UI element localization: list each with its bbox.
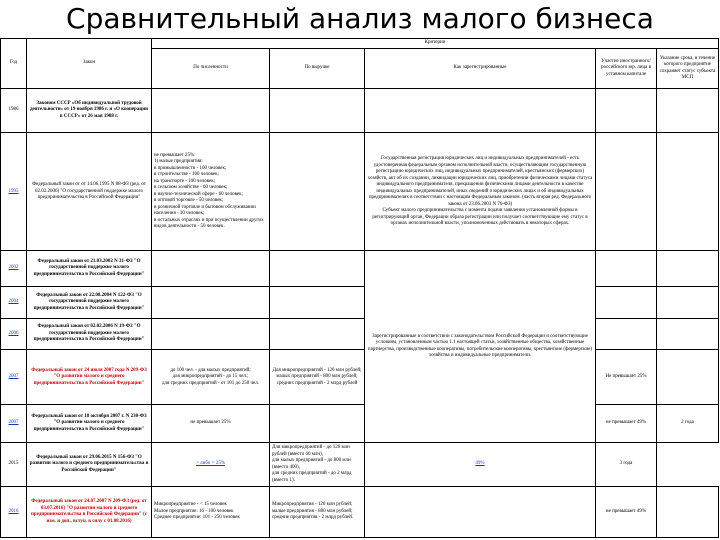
status-period-cell <box>657 133 719 251</box>
law-cell: Федеральный закон от 18 октября 2007 г. N 230-ФЗ "О развитии малого и среднего предпринимательства в Российской Федерации" <box>27 405 152 443</box>
revenue-cell <box>270 89 365 133</box>
law-cell: Федеральный закон от 22.08.2004 N 122-ФЗ "О государственной поддержке малого предпринимательства в Российской Федерации" <box>27 287 152 319</box>
status-period-header: Указание срока, в течение которого предприятие сохраняет статус субъекта МСП <box>657 49 719 89</box>
revenue-cell <box>270 133 365 251</box>
registration-cell <box>365 487 596 538</box>
participation-cell: Не превышает 25% <box>596 350 657 405</box>
registration-cell: Государственная регистрация юридических лиц и индивидуальных предпринимателей - есть удостоверенная федеральным органом исполнительной власти, осуществляющим государственную регистрацию юридических лиц, индивидуальных предпринимателей, крестьянских (фермерских) хозяйств, акт об их создании, ликвидации юридических лиц, приобретении физическими лицами статуса индивидуального предпринимателя, прекращении физическими лицами деятельности в качестве индивидуальных предпринимателей, иных сведений о юридических лицах и об индивидуальных предпринимателях в соответствии с настоящим Федеральным законом. (часть вторая ред. Федерального закона от 23.06.2003 N 76-ФЗ) Субъект малого предпринимательства с момента подачи заявления установленной формы в регистрирующий орган, Федерации образа регистрации или получает соответствующие ему статус в органах исполнительной власти, уполномоченных действовать в некоторых сферах. <box>365 133 596 251</box>
law-cell: Федеральный закон от 24 июля 2007 года N 209-ФЗ "О развитии малого и среднего предпринимательства в Российской Федерации" <box>27 350 152 405</box>
participation-cell[interactable]: 49% <box>365 443 596 487</box>
table-row <box>1 133 719 251</box>
employees-cell <box>152 251 270 287</box>
revenue-header: По выручке <box>270 49 365 89</box>
participation-cell <box>596 251 657 287</box>
table-row <box>1 350 719 405</box>
participation-cell: не превышает 49% <box>596 487 657 538</box>
revenue-cell: Микропредприятия - 120 млн рублей; малые предприятия - 800 млн рублей; средние предприятия - 2 млрд рублей. <box>270 487 365 538</box>
status-period-cell <box>657 89 719 133</box>
law-header: Закон <box>27 39 152 89</box>
registration-cell <box>365 89 596 133</box>
participation-cell: не превышает 49% <box>596 405 657 443</box>
year-cell[interactable]: 2002 <box>1 251 27 287</box>
table-row <box>1 405 719 443</box>
year-cell[interactable]: 2004 <box>1 287 27 319</box>
year-cell[interactable]: 2007 <box>1 405 27 443</box>
table-row <box>1 89 719 133</box>
table-row <box>1 443 719 487</box>
status-period-cell: 3 года <box>596 443 657 487</box>
table-row <box>1 318 719 350</box>
table-row <box>1 487 719 538</box>
status-period-cell <box>657 487 719 538</box>
status-period-cell <box>657 251 719 287</box>
year-cell[interactable]: 1995 <box>1 133 27 251</box>
participation-cell <box>596 318 657 350</box>
revenue-cell: Для микропредприятий - 120 млн рублей; малых предприятий - 800 млн рублей; средних предприятий - 2 млрд рублей <box>270 350 365 405</box>
status-period-cell <box>657 287 719 319</box>
participation-cell <box>596 89 657 133</box>
employees-cell[interactable]: > либо = 25% <box>152 443 270 487</box>
law-cell: Федеральный закон от 29.06.2015 N 156-ФЗ "О развитии малого и среднего предпринимательства в Российской Федерации" <box>27 443 152 487</box>
employees-cell: до 100 чел. - для малых предприятий; для микропредприятий - до 15 чел.; для средних предприятий - от 101 до 250 чел. <box>152 350 270 405</box>
law-cell: Федеральный закон от 02.02.2006 N 19-ФЗ "О государственной поддержке малого предпринимательства в Российской Федерации" <box>27 318 152 350</box>
employees-header: По численности <box>152 49 270 89</box>
year-cell[interactable]: 2006 <box>1 318 27 350</box>
status-period-cell: 2 года <box>657 405 719 443</box>
revenue-cell <box>270 251 365 287</box>
year-cell: 1986 <box>1 89 27 133</box>
participation-cell <box>596 287 657 319</box>
participation-header: Участие иностранного/ российского юр. лица в уставном капитале <box>596 49 657 89</box>
year-cell[interactable]: 2016 <box>1 487 27 538</box>
year-cell: 2015 <box>1 443 27 487</box>
comparison-table <box>0 38 719 538</box>
employees-cell <box>152 287 270 319</box>
status-period-cell <box>657 318 719 350</box>
year-cell[interactable]: 2007 <box>1 350 27 405</box>
table-row <box>1 287 719 319</box>
employees-cell: не превышает 25%: 1) малые предприятия: в промышленности - 100 человек; в строительстве - 100 человек; на транспорте - 100 человек; в сельском хозяйстве - 60 человек; в научно-технической сфере - 60 человек; в оптовой торговле - 50 человек; в розничной торговле и бытовом обслуживании населения - 30 человек; в остальных отраслях и при осуществлении других видов деятельности - 50 человек. <box>152 133 270 251</box>
revenue-cell <box>270 405 365 443</box>
criteria-header: Критерии <box>152 39 719 49</box>
status-period-cell <box>657 350 719 405</box>
law-cell: Законом СССР «Об индивидуальной трудовой деятельности» от 19 ноября 1986 г. и «О кооперации в СССР» от 26 мая 1988 г. <box>27 89 152 133</box>
revenue-cell: Для микропредприятий - до 120 млн рублей (вместо 60 млн), для малых предприятий - до 800 млн (вместо 400), для средних предприятий - до 2 млрд (вместо 1). <box>270 443 365 487</box>
employees-cell <box>152 89 270 133</box>
revenue-cell <box>270 287 365 319</box>
law-cell: Федеральный закон от 21.03.2002 N 31-ФЗ "О государственной поддержке малого предпринимательства в Российской Федерации" <box>27 251 152 287</box>
employees-cell: Микропредприятие - < 15 человек Малое предприятие: 16 - 100 человек Среднее предприятие: 101 - 250 человек <box>152 487 270 538</box>
revenue-cell <box>270 318 365 350</box>
page-title: Сравнительный анализ малого бизнеса <box>66 2 654 35</box>
registration-cell: Зарегистрированные в соответствии с законодательством Российской Федерации и соответствующие условиям, установленным частью 1.1 настоящей статьи, хозяйственные общества, хозяйственные партнерства, производственные кооперативы, потребительские кооперативы, крестьянские (фермерские) хозяйства и индивидуальные предприниматели. <box>365 251 596 443</box>
registration-header: Как зарегистрированные <box>365 49 596 89</box>
employees-cell <box>152 318 270 350</box>
year-header: Год <box>1 39 27 89</box>
table-row <box>1 251 719 287</box>
law-cell: Федеральный закон от от 14.06.1995 N 88-ФЗ (ред. от 02.02.2006) "О государственной поддержке малого предпринимательства в Российской Федерации" <box>27 133 152 251</box>
participation-cell <box>596 133 657 251</box>
law-cell: Федеральный закон от 24.07.2007 N 209-ФЗ (ред. от 03.07.2016) "О развитии малого и среднего предпринимательства в Российской Федерации" (с изм. и доп., вступ. в силу с 01.08.2016) <box>27 487 152 538</box>
employees-cell: не превышает 25% <box>152 405 270 443</box>
